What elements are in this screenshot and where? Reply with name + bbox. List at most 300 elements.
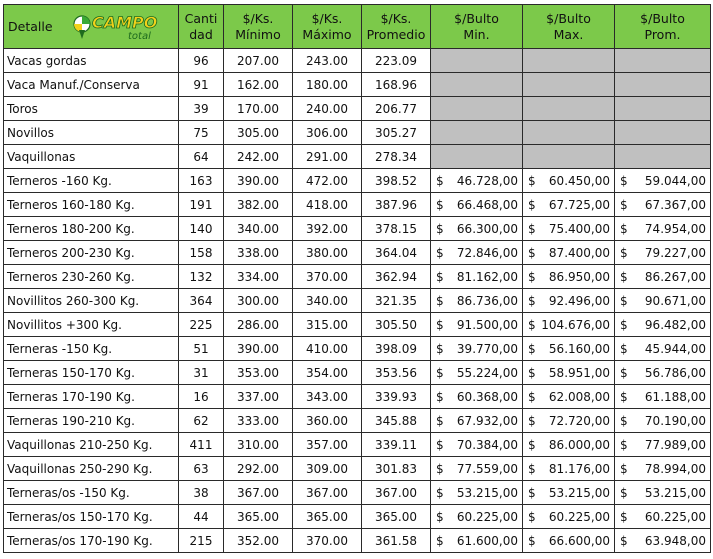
currency-symbol: $ [528,365,536,380]
cell-min: 292.00 [224,457,293,481]
amount: 79.227,00 [644,245,706,260]
currency-symbol: $ [436,173,444,188]
amount: 92.496,00 [548,293,610,308]
currency-symbol: $ [528,317,536,332]
cell-prom: 398.52 [362,169,431,193]
cell-max: 367.00 [293,481,362,505]
cell-min: 162.00 [224,73,293,97]
cell-cantidad: 411 [179,433,224,457]
cell-detalle: Vaquillonas [4,145,179,169]
amount: 46.728,00 [456,173,518,188]
header-max: $/Ks. Máximo [293,5,362,49]
header-cantidad: Canti dad [179,5,224,49]
cell-bulto-max [523,337,615,361]
cell-cantidad: 62 [179,409,224,433]
table-row [4,481,711,505]
currency-symbol: $ [436,245,444,260]
cell-bulto-min [431,481,523,505]
price-table [3,4,711,553]
cell-max: 291.00 [293,145,362,169]
currency-symbol: $ [436,197,444,212]
amount: 72.846,00 [456,245,518,260]
amount: 77.989,00 [644,437,706,452]
amount: 56.786,00 [644,365,706,380]
cell-empty [523,73,615,97]
cell-bulto-min [431,193,523,217]
cell-cantidad: 225 [179,313,224,337]
amount: 66.468,00 [456,197,518,212]
amount: 61.188,00 [644,389,706,404]
amount: 91.500,00 [456,317,518,332]
cell-prom: 364.04 [362,241,431,265]
table-row [4,289,711,313]
currency-symbol: $ [528,389,536,404]
cell-prom: 305.27 [362,121,431,145]
cell-prom: 339.93 [362,385,431,409]
currency-symbol: $ [620,341,628,356]
currency-symbol: $ [620,389,628,404]
amount: 66.300,00 [456,221,518,236]
table-row [4,385,711,409]
amount: 70.190,00 [644,413,706,428]
currency-symbol: $ [528,533,536,548]
cell-prom: 345.88 [362,409,431,433]
cell-min: 337.00 [224,385,293,409]
cell-detalle: Novillos [4,121,179,145]
table-row [4,241,711,265]
currency-symbol: $ [620,197,628,212]
currency-symbol: $ [436,365,444,380]
amount: 81.162,00 [456,269,518,284]
cell-bulto-max [523,169,615,193]
amount: 74.954,00 [644,221,706,236]
cell-bulto-prom [615,289,711,313]
cell-detalle: Terneros 160-180 Kg. [4,193,179,217]
cell-bulto-max [523,433,615,457]
cell-detalle: Vaquillonas 250-290 Kg. [4,457,179,481]
table-row [4,73,711,97]
currency-symbol: $ [436,485,444,500]
cell-cantidad: 39 [179,97,224,121]
cell-empty [431,97,523,121]
amount: 59.044,00 [644,173,706,188]
header-bulto-min: $/Bulto Min. [431,5,523,49]
header-prom: $/Ks. Promedio [362,5,431,49]
amount: 86.000,00 [548,437,610,452]
cell-detalle: Terneras/os -150 Kg. [4,481,179,505]
cell-min: 340.00 [224,217,293,241]
currency-symbol: $ [620,269,628,284]
cell-max: 340.00 [293,289,362,313]
cell-bulto-max [523,409,615,433]
cell-prom: 353.56 [362,361,431,385]
cell-max: 180.00 [293,73,362,97]
cell-cantidad: 63 [179,457,224,481]
cell-bulto-max [523,529,615,553]
cell-max: 370.00 [293,265,362,289]
cell-bulto-max [523,481,615,505]
currency-symbol: $ [528,173,536,188]
cell-detalle: Terneras/os 170-190 Kg. [4,529,179,553]
cell-bulto-min [431,313,523,337]
currency-symbol: $ [436,413,444,428]
cell-max: 306.00 [293,121,362,145]
currency-symbol: $ [436,221,444,236]
logo-text-campo: CAMPO [92,13,158,32]
cell-min: 367.00 [224,481,293,505]
cell-min: 365.00 [224,505,293,529]
cell-cantidad: 38 [179,481,224,505]
amount: 55.224,00 [456,365,518,380]
currency-symbol: $ [436,317,444,332]
amount: 45.944,00 [644,341,706,356]
table-row [4,97,711,121]
table-row [4,313,711,337]
cell-prom: 387.96 [362,193,431,217]
amount: 87.400,00 [548,245,610,260]
cell-bulto-min [431,169,523,193]
cell-min: 338.00 [224,241,293,265]
cell-prom: 168.96 [362,73,431,97]
cell-cantidad: 140 [179,217,224,241]
cell-bulto-max [523,217,615,241]
amount: 66.600,00 [548,533,610,548]
table-row [4,49,711,73]
currency-symbol: $ [620,461,628,476]
cell-bulto-prom [615,265,711,289]
campo-total-logo [70,9,162,43]
cell-prom: 301.83 [362,457,431,481]
cell-bulto-prom [615,457,711,481]
cell-cantidad: 44 [179,505,224,529]
header-bulto-max: $/Bulto Max. [523,5,615,49]
cell-bulto-prom [615,433,711,457]
cell-bulto-max [523,289,615,313]
amount: 86.736,00 [456,293,518,308]
amount: 60.225,00 [644,509,706,524]
header-row [4,5,711,49]
cell-bulto-max [523,385,615,409]
table-row [4,265,711,289]
cell-bulto-min [431,361,523,385]
amount: 67.932,00 [456,413,518,428]
cell-detalle: Novillitos 260-300 Kg. [4,289,179,313]
amount: 39.770,00 [456,341,518,356]
cell-bulto-max [523,313,615,337]
header-detalle [4,5,179,49]
cell-bulto-prom [615,505,711,529]
cell-min: 382.00 [224,193,293,217]
cell-bulto-prom [615,361,711,385]
currency-symbol: $ [436,269,444,284]
currency-symbol: $ [436,461,444,476]
cell-bulto-max [523,505,615,529]
amount: 60.368,00 [456,389,518,404]
table-row [4,505,711,529]
cell-detalle: Terneras 150-170 Kg. [4,361,179,385]
cell-max: 392.00 [293,217,362,241]
cell-detalle: Terneras -150 Kg. [4,337,179,361]
cell-cantidad: 191 [179,193,224,217]
cell-min: 353.00 [224,361,293,385]
cell-min: 390.00 [224,169,293,193]
cell-bulto-min [431,241,523,265]
amount: 67.725,00 [548,197,610,212]
currency-symbol: $ [528,221,536,236]
table-row [4,217,711,241]
cell-prom: 223.09 [362,49,431,73]
cell-max: 418.00 [293,193,362,217]
cell-bulto-min [431,217,523,241]
currency-symbol: $ [528,509,536,524]
currency-symbol: $ [620,317,628,332]
currency-symbol: $ [528,269,536,284]
cell-max: 370.00 [293,529,362,553]
currency-symbol: $ [528,197,536,212]
cell-min: 170.00 [224,97,293,121]
amount: 63.948,00 [644,533,706,548]
cell-bulto-prom [615,313,711,337]
cell-max: 240.00 [293,97,362,121]
cell-bulto-min [431,337,523,361]
cell-empty [615,73,711,97]
cell-max: 309.00 [293,457,362,481]
amount: 96.482,00 [644,317,706,332]
cell-min: 242.00 [224,145,293,169]
cell-detalle: Toros [4,97,179,121]
cell-max: 315.00 [293,313,362,337]
cell-bulto-min [431,265,523,289]
cell-bulto-min [431,457,523,481]
cell-prom: 398.09 [362,337,431,361]
table-row [4,193,711,217]
cell-min: 390.00 [224,337,293,361]
cell-empty [615,97,711,121]
amount: 104.676,00 [541,317,610,332]
cell-prom: 367.00 [362,481,431,505]
cell-max: 243.00 [293,49,362,73]
currency-symbol: $ [436,341,444,356]
amount: 72.720,00 [548,413,610,428]
cell-detalle: Vaca Manuf./Conserva [4,73,179,97]
cell-prom: 365.00 [362,505,431,529]
cell-bulto-min [431,289,523,313]
amount: 53.215,00 [548,485,610,500]
cell-prom: 339.11 [362,433,431,457]
currency-symbol: $ [436,509,444,524]
amount: 86.267,00 [644,269,706,284]
cell-prom: 305.50 [362,313,431,337]
cell-min: 207.00 [224,49,293,73]
cell-empty [523,49,615,73]
cell-cantidad: 215 [179,529,224,553]
amount: 58.951,00 [548,365,610,380]
currency-symbol: $ [620,509,628,524]
cell-detalle: Terneros -160 Kg. [4,169,179,193]
cell-empty [523,121,615,145]
cell-max: 410.00 [293,337,362,361]
cell-empty [431,145,523,169]
cell-cantidad: 51 [179,337,224,361]
cell-bulto-prom [615,337,711,361]
currency-symbol: $ [528,413,536,428]
cell-cantidad: 132 [179,265,224,289]
cell-detalle: Terneros 200-230 Kg. [4,241,179,265]
logo-text-total: total [128,31,151,42]
cell-bulto-min [431,529,523,553]
currency-symbol: $ [436,389,444,404]
cell-empty [431,121,523,145]
cell-max: 343.00 [293,385,362,409]
amount: 90.671,00 [644,293,706,308]
cell-max: 354.00 [293,361,362,385]
currency-symbol: $ [620,533,628,548]
cell-detalle: Terneras 170-190 Kg. [4,385,179,409]
currency-symbol: $ [620,365,628,380]
header-bulto-prom: $/Bulto Prom. [615,5,711,49]
cell-bulto-max [523,361,615,385]
cell-bulto-max [523,265,615,289]
amount: 56.160,00 [548,341,610,356]
cell-bulto-min [431,505,523,529]
cell-prom: 362.94 [362,265,431,289]
cell-min: 352.00 [224,529,293,553]
cell-bulto-prom [615,169,711,193]
cell-max: 360.00 [293,409,362,433]
cell-min: 286.00 [224,313,293,337]
cell-cantidad: 91 [179,73,224,97]
cell-min: 310.00 [224,433,293,457]
table-body [4,49,711,553]
amount: 70.384,00 [456,437,518,452]
cell-prom: 321.35 [362,289,431,313]
amount: 53.215,00 [456,485,518,500]
cell-bulto-max [523,193,615,217]
table-row [4,529,711,553]
cell-empty [615,49,711,73]
cell-cantidad: 64 [179,145,224,169]
table-row [4,145,711,169]
cell-detalle: Vaquillonas 210-250 Kg. [4,433,179,457]
cell-empty [523,97,615,121]
currency-symbol: $ [528,437,536,452]
cell-min: 333.00 [224,409,293,433]
header-min: $/Ks. Mínimo [224,5,293,49]
currency-symbol: $ [620,173,628,188]
cell-prom: 361.58 [362,529,431,553]
currency-symbol: $ [620,245,628,260]
cell-min: 300.00 [224,289,293,313]
table-row [4,457,711,481]
currency-symbol: $ [528,461,536,476]
amount: 60.225,00 [456,509,518,524]
cell-bulto-max [523,457,615,481]
cell-detalle: Vacas gordas [4,49,179,73]
amount: 62.008,00 [548,389,610,404]
currency-symbol: $ [620,293,628,308]
cell-bulto-prom [615,409,711,433]
cell-min: 334.00 [224,265,293,289]
cell-prom: 378.15 [362,217,431,241]
cell-detalle: Terneros 180-200 Kg. [4,217,179,241]
cell-bulto-max [523,241,615,265]
cell-min: 305.00 [224,121,293,145]
cell-max: 357.00 [293,433,362,457]
cell-empty [615,121,711,145]
amount: 67.367,00 [644,197,706,212]
amount: 81.176,00 [548,461,610,476]
cell-bulto-prom [615,481,711,505]
cell-cantidad: 31 [179,361,224,385]
cell-prom: 278.34 [362,145,431,169]
currency-symbol: $ [528,245,536,260]
currency-symbol: $ [436,293,444,308]
cell-bulto-prom [615,217,711,241]
cell-bulto-min [431,433,523,457]
currency-symbol: $ [620,221,628,236]
amount: 61.600,00 [456,533,518,548]
cell-detalle: Novillitos +300 Kg. [4,313,179,337]
cell-empty [431,49,523,73]
amount: 75.400,00 [548,221,610,236]
currency-symbol: $ [528,293,536,308]
cell-bulto-min [431,409,523,433]
cell-cantidad: 163 [179,169,224,193]
amount: 78.994,00 [644,461,706,476]
amount: 77.559,00 [456,461,518,476]
table-row [4,409,711,433]
cell-max: 472.00 [293,169,362,193]
price-table-container [3,4,711,553]
table-row [4,169,711,193]
cell-bulto-min [431,385,523,409]
currency-symbol: $ [528,485,536,500]
cell-empty [523,145,615,169]
cell-empty [615,145,711,169]
cell-cantidad: 16 [179,385,224,409]
table-row [4,121,711,145]
cell-empty [431,73,523,97]
table-row [4,361,711,385]
amount: 60.450,00 [548,173,610,188]
cell-prom: 206.77 [362,97,431,121]
amount: 53.215,00 [644,485,706,500]
cell-cantidad: 75 [179,121,224,145]
cell-max: 380.00 [293,241,362,265]
amount: 86.950,00 [548,269,610,284]
cell-max: 365.00 [293,505,362,529]
currency-symbol: $ [620,485,628,500]
currency-symbol: $ [620,437,628,452]
currency-symbol: $ [436,437,444,452]
cell-cantidad: 96 [179,49,224,73]
table-row [4,433,711,457]
currency-symbol: $ [620,413,628,428]
currency-symbol: $ [436,533,444,548]
cell-bulto-prom [615,529,711,553]
table-row [4,337,711,361]
amount: 60.225,00 [548,509,610,524]
cell-cantidad: 364 [179,289,224,313]
cell-bulto-prom [615,193,711,217]
cell-cantidad: 158 [179,241,224,265]
cell-detalle: Terneras 190-210 Kg. [4,409,179,433]
currency-symbol: $ [528,341,536,356]
cell-bulto-prom [615,241,711,265]
cell-bulto-prom [615,385,711,409]
cell-detalle: Terneros 230-260 Kg. [4,265,179,289]
header-detalle-label: Detalle [8,18,53,34]
